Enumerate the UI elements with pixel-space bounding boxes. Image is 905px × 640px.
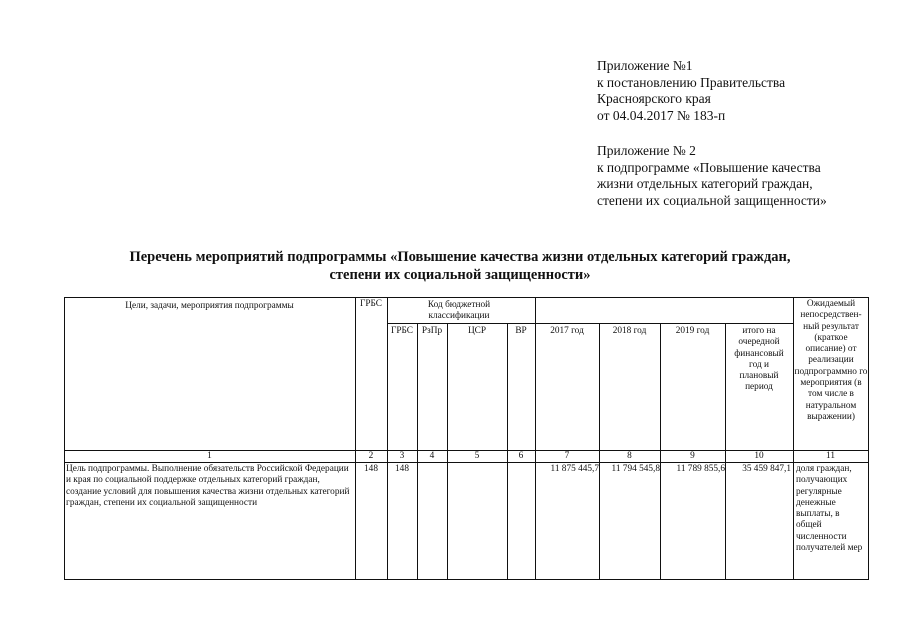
column-number: 9: [690, 451, 695, 461]
document-title-line-2: степени их социальной защищенности»: [329, 267, 591, 283]
col-divider: [535, 297, 536, 580]
appendix-1-line: от 04.04.2017 № 183-п: [597, 107, 726, 123]
header-grbs: ГРБС: [359, 299, 383, 309]
column-number: 5: [474, 451, 480, 461]
table-border-top: [64, 297, 869, 298]
appendix-2-header: [597, 143, 827, 209]
appendix-2-line: жизни отдельных категорий граждан,: [597, 176, 813, 191]
header-rzpr: РзПр: [421, 326, 443, 336]
appendix-2-line: степени их социальной защищенности»: [597, 192, 827, 208]
row-expected-result: доля граждан, получающих регулярные денежные выплаты, в общей численности получателей мер: [796, 464, 863, 554]
column-number: 7: [564, 451, 570, 461]
appendix-2-line: Приложение № 2: [597, 143, 696, 158]
row-goal-text: Цель подпрограммы. Выполнение обязательств Российской Федерации и края по социальной поддержке отдельных категорий граждан, создание условий для повышения качества жизни отдельных категорий граждан, степени их социальной защищенности: [66, 464, 350, 508]
table-border-right: [868, 297, 869, 580]
col-divider: [355, 297, 356, 580]
column-number: 4: [429, 451, 435, 461]
document-title: [60, 248, 860, 284]
header-expected-result: Ожидаемый непосредствен-ный результат (краткое описание) от реализации подпрограммно го мероприятия (в том числе в натуральном выражении): [794, 299, 868, 422]
appendix-1-line: Красноярского края: [597, 91, 711, 106]
row-value-2018: 11 794 545,8: [611, 464, 660, 474]
header-csr: ЦСР: [467, 326, 487, 336]
appendix-1-line: Приложение №1: [597, 58, 693, 73]
row-value-total: 35 459 847,1: [742, 464, 791, 474]
col-divider: [387, 297, 388, 580]
column-number: 10: [754, 451, 764, 461]
header-grbs-sub: ГРБС: [390, 326, 414, 336]
appendix-2-line: к подпрограмме «Повышение качества: [597, 159, 821, 175]
header-2018: 2018 год: [612, 326, 647, 336]
header-2017: 2017 год: [550, 326, 584, 336]
row-grbs: 148: [364, 464, 378, 474]
header-2019: 2019 год: [675, 326, 710, 336]
document-title-line-1: Перечень мероприятий подпрограммы «Повышение качества жизни отдельных категорий граждан,: [129, 249, 791, 265]
column-number: 8: [627, 451, 632, 461]
appendix-1-line: к постановлению Правительства: [597, 74, 786, 90]
measures-table: [64, 297, 869, 580]
table-border-left: [64, 297, 65, 580]
row-value-2019: 11 789 855,6: [676, 464, 725, 474]
column-number: 2: [368, 451, 374, 461]
column-number: 3: [399, 451, 405, 461]
row-value-2017: 11 875 445,7: [550, 464, 599, 474]
header-total: итого на очередной финансовый год и плановый период: [734, 326, 784, 393]
column-number: 11: [826, 451, 835, 461]
column-number: 1: [207, 451, 212, 461]
header-budget-code: Код бюджетной классификации: [427, 300, 491, 322]
column-number: 6: [518, 451, 524, 461]
table-border-bottom: [64, 579, 869, 580]
appendix-1-header: [597, 58, 785, 124]
row-grbs-sub: 148: [395, 464, 409, 474]
header-goals: Цели, задачи, мероприятия подпрограммы: [125, 301, 294, 311]
header-vr: ВР: [515, 326, 527, 336]
